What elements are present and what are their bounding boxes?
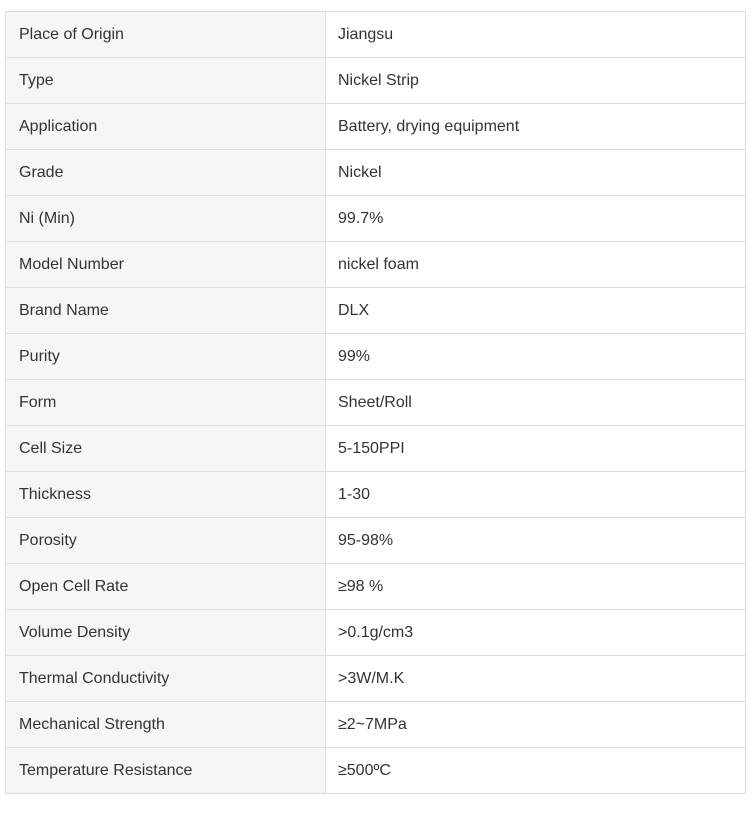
spec-label: Ni (Min)	[6, 196, 326, 242]
table-row	[6, 104, 746, 150]
spec-label: Type	[6, 58, 326, 104]
spec-label: Thickness	[6, 472, 326, 518]
spec-value: 99%	[326, 334, 746, 380]
spec-label: Temperature Resistance	[6, 748, 326, 794]
table-row	[6, 472, 746, 518]
spec-value: 95-98%	[326, 518, 746, 564]
spec-value: Jiangsu	[326, 12, 746, 58]
spec-label: Open Cell Rate	[6, 564, 326, 610]
spec-label: Model Number	[6, 242, 326, 288]
spec-label: Porosity	[6, 518, 326, 564]
spec-label: Cell Size	[6, 426, 326, 472]
spec-value: DLX	[326, 288, 746, 334]
specifications-table	[5, 11, 746, 794]
table-row	[6, 564, 746, 610]
spec-value: Nickel	[326, 150, 746, 196]
spec-label: Grade	[6, 150, 326, 196]
table-row	[6, 58, 746, 104]
spec-value: >3W/M.K	[326, 656, 746, 702]
table-row	[6, 702, 746, 748]
spec-label: Thermal Conductivity	[6, 656, 326, 702]
spec-value: ≥2~7MPa	[326, 702, 746, 748]
spec-label: Volume Density	[6, 610, 326, 656]
spec-label: Form	[6, 380, 326, 426]
spec-label: Mechanical Strength	[6, 702, 326, 748]
spec-value: 5-150PPI	[326, 426, 746, 472]
spec-value: nickel foam	[326, 242, 746, 288]
spec-value: ≥98 %	[326, 564, 746, 610]
table-row	[6, 196, 746, 242]
spec-value: >0.1g/cm3	[326, 610, 746, 656]
spec-label: Purity	[6, 334, 326, 380]
spec-value: 1-30	[326, 472, 746, 518]
table-row	[6, 12, 746, 58]
spec-value: 99.7%	[326, 196, 746, 242]
spec-label: Brand Name	[6, 288, 326, 334]
table-row	[6, 288, 746, 334]
spec-label: Place of Origin	[6, 12, 326, 58]
table-row	[6, 150, 746, 196]
spec-value: Sheet/Roll	[326, 380, 746, 426]
spec-value: Nickel Strip	[326, 58, 746, 104]
table-row	[6, 518, 746, 564]
spec-value: ≥500ºC	[326, 748, 746, 794]
spec-label: Application	[6, 104, 326, 150]
table-row	[6, 656, 746, 702]
table-row	[6, 380, 746, 426]
spec-value: Battery, drying equipment	[326, 104, 746, 150]
table-row	[6, 242, 746, 288]
table-row	[6, 610, 746, 656]
table-row	[6, 334, 746, 380]
table-row	[6, 426, 746, 472]
table-row	[6, 748, 746, 794]
